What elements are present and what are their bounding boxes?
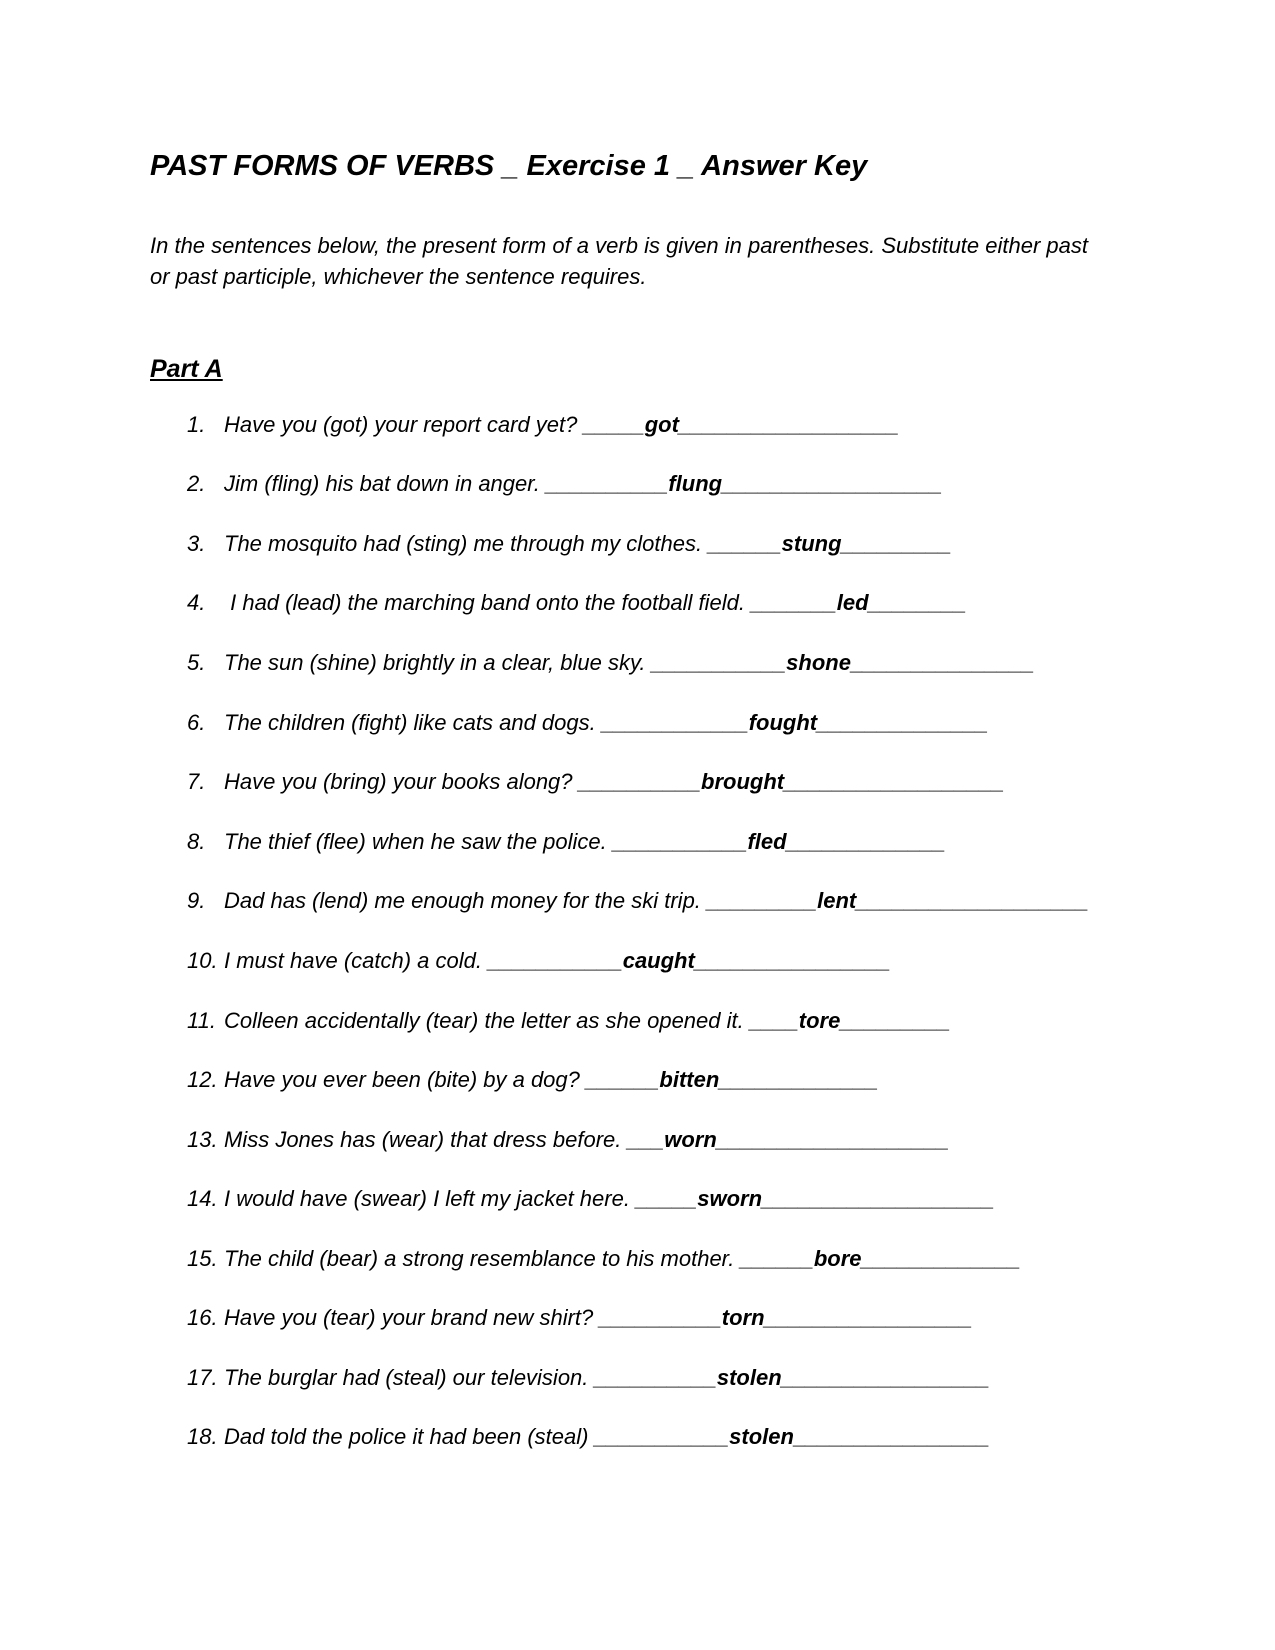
part-heading: Part A	[150, 355, 223, 383]
question-number: 16.	[187, 1305, 218, 1330]
question-number: 17.	[187, 1365, 218, 1390]
question-text: I must have (catch) a cold. ___________	[224, 948, 623, 973]
answer-blank: _________	[841, 531, 952, 556]
answer-blank: ______________	[863, 650, 1035, 675]
question-text: The thief (flee) when he saw the police. ___________	[224, 829, 748, 854]
question-number: 10.	[187, 948, 218, 973]
question-text: The burglar had (steal) our television. __________	[224, 1365, 717, 1390]
answer-blank: _________________	[781, 1365, 990, 1390]
question-item	[187, 1424, 990, 1450]
question-text: Dad has (lend) me enough money for the ski trip. _________	[224, 888, 818, 913]
answer-blank: ________________	[694, 948, 891, 973]
question-number: 13.	[187, 1127, 218, 1152]
answer: led	[836, 590, 869, 615]
answer: caught	[622, 948, 695, 973]
answer: tore	[798, 1008, 841, 1033]
answer: torn	[721, 1305, 765, 1330]
question-item	[187, 948, 891, 974]
question-text: The mosquito had (sting) me through my clothes. ______	[224, 531, 782, 556]
question-item	[187, 1008, 950, 1034]
answer-blank: _________________	[764, 1305, 973, 1330]
answer-blank: ___________________	[762, 1186, 995, 1211]
question-text: Colleen accidentally (tear) the letter as she opened it. ____	[224, 1008, 799, 1033]
question-item	[187, 888, 1089, 914]
answer-blank: _________	[840, 1008, 951, 1033]
question-item	[187, 1305, 973, 1331]
answer: got	[644, 412, 679, 437]
question-text: Have you ever been (bite) by a dog? ______	[224, 1067, 660, 1092]
answer-blank: __________________	[678, 412, 900, 437]
answer-blank: __________________	[722, 471, 943, 496]
answer: sworn	[697, 1186, 763, 1211]
question-number: 5.	[187, 650, 206, 675]
question-item	[187, 531, 952, 557]
question-text: Have you (tear) your brand new shirt? __________	[224, 1305, 722, 1330]
answer-blank: _______________	[806, 1424, 990, 1449]
answer: lent	[817, 888, 857, 913]
question-item	[187, 710, 988, 736]
question-number: 12.	[187, 1067, 218, 1092]
question-number: 3.	[187, 531, 206, 556]
answer: stolen_	[729, 1424, 807, 1449]
question-number: 8.	[187, 829, 206, 854]
question-text: The children (fight) like cats and dogs. ____________	[224, 710, 749, 735]
question-item	[187, 1067, 878, 1093]
question-number: 7.	[187, 769, 206, 794]
answer: fought	[748, 710, 818, 735]
question-item	[187, 650, 1035, 676]
answer-blank: ___________________	[856, 888, 1089, 913]
answer-blank: ________	[868, 590, 967, 615]
answer: flung	[668, 471, 723, 496]
answer-blank: _____________	[719, 1067, 879, 1092]
answer-blank: ___________________	[716, 1127, 950, 1152]
answer: fled	[747, 829, 787, 854]
page-title: PAST FORMS OF VERBS _ Exercise 1 _ Answer Key	[150, 150, 868, 182]
question-number: 4.	[187, 590, 206, 615]
answer-blank: __________________	[784, 769, 1005, 794]
question-number: 2.	[187, 471, 206, 496]
question-text: I would have (swear) I left my jacket here. _____	[224, 1186, 698, 1211]
question-item	[187, 1246, 1021, 1272]
question-number: 15.	[187, 1246, 218, 1271]
answer: worn	[664, 1127, 717, 1152]
question-text: I had (lead) the marching band onto the football field. _______	[224, 590, 837, 615]
answer-blank: ______________	[817, 710, 989, 735]
question-item	[187, 1365, 990, 1391]
question-number: 6.	[187, 710, 206, 735]
question-item	[187, 769, 1004, 795]
question-item	[187, 829, 946, 855]
answer: shone_	[786, 650, 864, 675]
question-text: Jim (fling) his bat down in anger. __________	[224, 471, 669, 496]
answer: bore	[813, 1246, 862, 1271]
question-item	[187, 1186, 995, 1212]
question-number: 18.	[187, 1424, 218, 1449]
question-number: 1.	[187, 412, 206, 437]
answer: brought	[701, 769, 785, 794]
question-number: 9.	[187, 888, 206, 913]
question-text: The sun (shine) brightly in a clear, blue sky. ___________	[224, 650, 787, 675]
instructions: In the sentences below, the present form of a verb is given in parentheses. Substitute either past or past participle, whichever the sentence requires.	[150, 233, 1088, 289]
question-number: 11.	[187, 1008, 216, 1033]
question-text: Dad told the police it had been (steal) ___________	[224, 1424, 730, 1449]
question-item	[187, 471, 942, 497]
question-text: Have you (bring) your books along? __________	[224, 769, 701, 794]
answer: stolen	[716, 1365, 782, 1390]
question-text: Have you (got) your report card yet? _____	[224, 412, 645, 437]
question-number: 14.	[187, 1186, 218, 1211]
answer-blank: _____________	[861, 1246, 1021, 1271]
answer: bitten	[659, 1067, 720, 1092]
answer-blank: _____________	[786, 829, 946, 854]
question-item	[187, 590, 966, 616]
answer: stung	[781, 531, 842, 556]
question-text: Miss Jones has (wear) that dress before. ___	[224, 1127, 665, 1152]
question-item	[187, 1127, 949, 1153]
question-text: The child (bear) a strong resemblance to his mother. ______	[224, 1246, 814, 1271]
question-item	[187, 412, 899, 438]
